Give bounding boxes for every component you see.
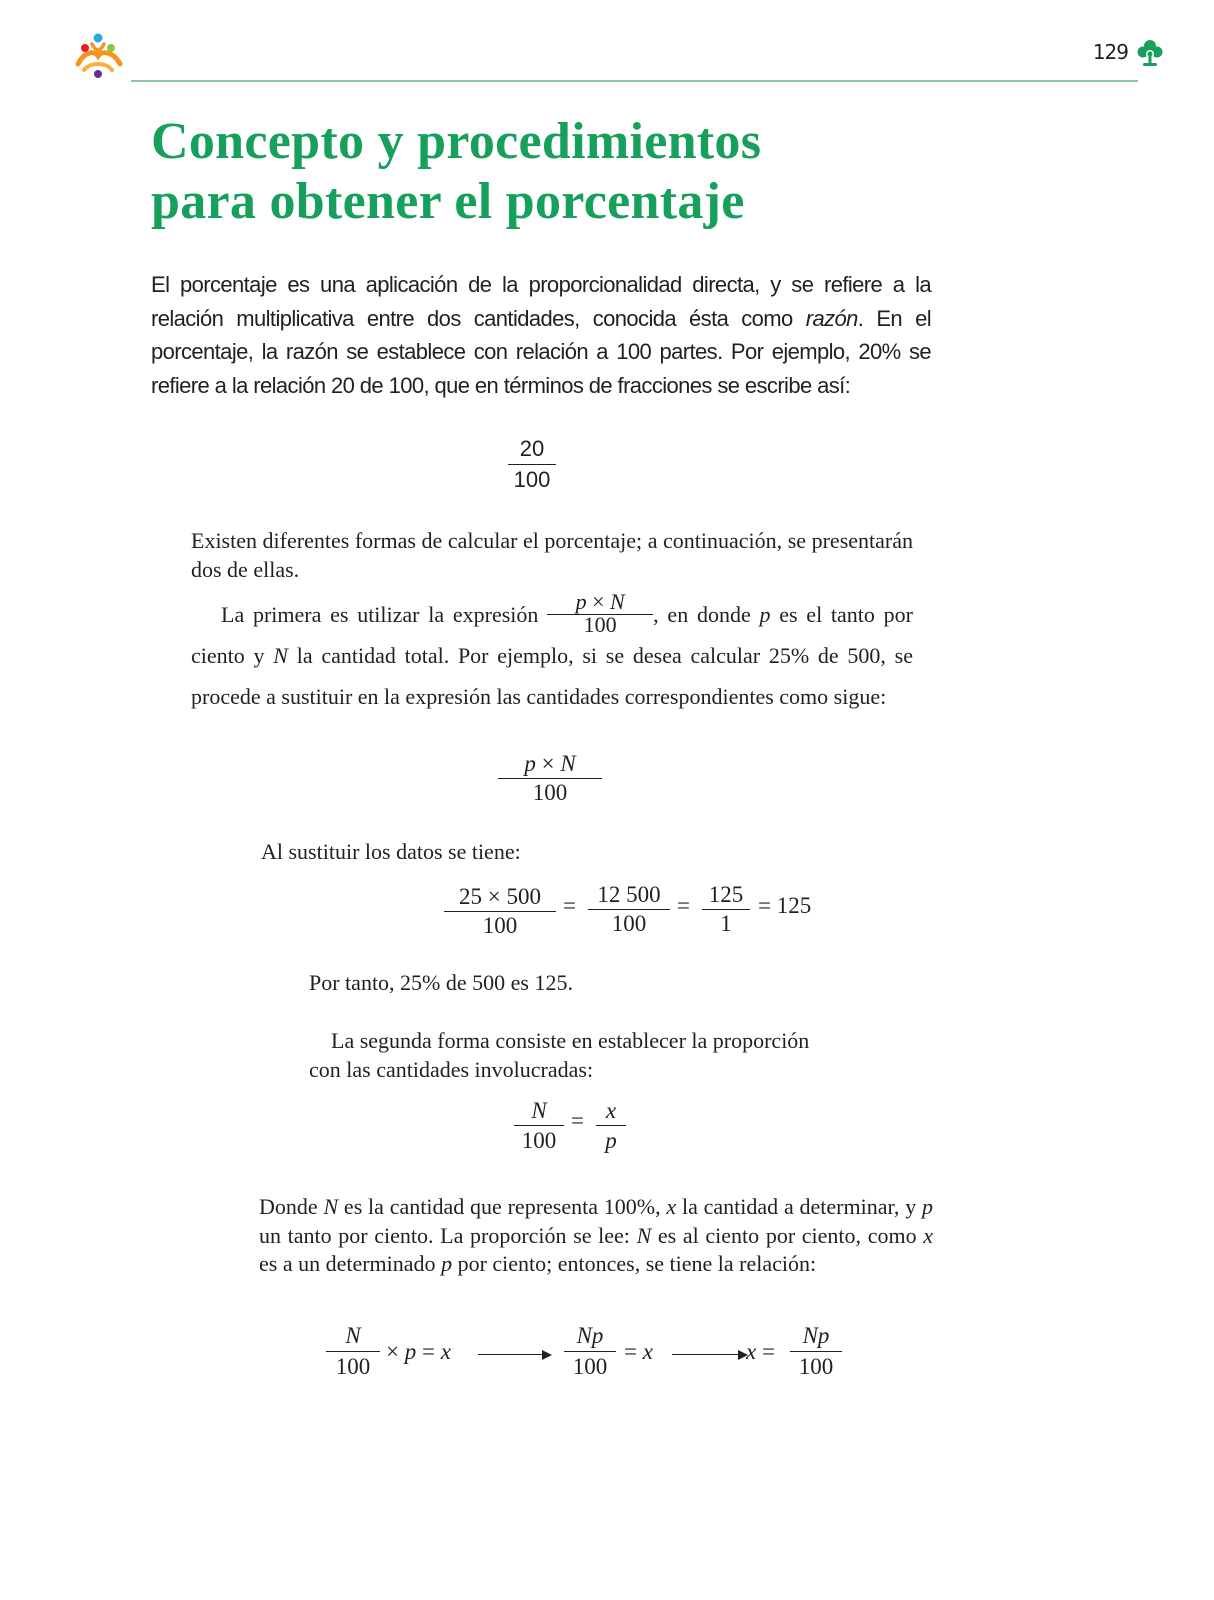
prop-left-num: N [531,1098,547,1123]
expl-t6: es a un determinado [259,1251,442,1276]
fraction-numerator: 20 [519,436,545,461]
rel-a-eq: = [421,1339,435,1364]
expl-x2: x [923,1222,933,1248]
expl-N2: N [636,1222,652,1248]
sub-f1-num: 25 × 500 [459,884,541,909]
sub-f1-den: 100 [482,913,518,938]
header-rule [131,80,1138,82]
prop-eq: = [571,1108,584,1133]
first-method-lead: La primera es utilizar la expresión [221,602,548,627]
page-title [151,112,1051,232]
first-method-mid2: es el tanto por ciento y [191,602,913,668]
expl-p1: p [922,1194,934,1219]
sub-f2-den: 100 [611,911,647,936]
rel-a-x: x [440,1339,451,1364]
green-leaf-icon [1136,38,1164,68]
relation-b-rest [624,1339,653,1365]
rel-b-num: Np [576,1323,604,1348]
rel-c-num: Np [802,1323,830,1348]
expl-t1: Donde [259,1194,324,1219]
rel-b-eq: = [624,1339,637,1364]
first-method-var-N: N [273,643,288,668]
intro-text-1: El porcentaje es una aplicación de la proporcionalidad directa, y se refiere a la relación multiplicativa entre dos cantidades, conocida ésta como [151,272,931,331]
inline-formula [547,589,653,637]
expl-t3: la cantidad a determinar, y [676,1194,923,1219]
rel-c-eq: = [761,1339,775,1364]
fraction-20-100 [508,434,556,495]
title-line-2: para obtener el porcentaje [151,173,745,230]
rel-a-times: × [386,1339,399,1364]
relation-fraction-b [564,1321,616,1382]
inline-N: N [610,589,625,614]
expl-x1: x [666,1194,677,1219]
intro-emphasis: razón [805,305,858,331]
first-method-mid1: , en donde [653,602,760,627]
formula-den: 100 [532,780,568,805]
sub-result: = 125 [758,893,812,918]
expl-N1: N [323,1194,339,1219]
relation-c-lead [746,1339,775,1365]
formula-times: × [541,751,555,776]
fraction-denominator: 100 [513,467,551,492]
relation-a-rest [386,1339,451,1365]
expl-t4: un tanto por ciento. La proporción se lee: [259,1222,637,1248]
sub-f2-num: 12 500 [597,882,661,907]
substitution-fraction-2 [588,881,670,938]
rel-b-x: x [642,1339,653,1364]
first-method-paragraph [191,589,913,717]
rel-c-x: x [746,1339,757,1364]
substitution-fraction-3 [702,881,750,938]
prop-right-num: x [605,1098,617,1123]
sub-f3-den: 1 [720,911,732,936]
prop-right-den: p [605,1128,617,1153]
title-line-1: Concepto y procedimientos [151,113,762,170]
substitution-lead: Al sustituir los datos se tiene: [261,839,521,864]
inline-times: × [586,589,611,614]
expl-t5: es al ciento por ciento, como [651,1222,924,1248]
second-method-paragraph: La segunda forma consiste en establecer la proporción con las cantidades involucradas: [309,1028,810,1082]
arrow-icon [478,1354,550,1355]
sub-eq-1: = [563,893,576,918]
proportion-right [596,1096,626,1155]
expl-t7: por ciento; entonces, se tiene la relación: [452,1251,817,1276]
rel-a-den: 100 [335,1354,371,1379]
rel-a-num: N [345,1323,361,1348]
colorful-figures-logo-icon [70,30,126,86]
inline-den: 100 [583,612,617,637]
first-method-var-p: p [759,602,771,627]
sub-eq-2: = [677,893,690,918]
proportion-left [514,1096,564,1155]
methods-intro-paragraph: Existen diferentes formas de calcular el porcentaje; a continuación, se presentarán dos de ellas. [191,528,913,582]
explanation-paragraph [259,1193,933,1279]
expl-p2: p [441,1251,453,1276]
rel-c-den: 100 [798,1354,834,1379]
formula-N: N [560,751,576,776]
relation-fraction-c [790,1321,842,1382]
formula-display [498,750,602,807]
rel-b-den: 100 [572,1354,608,1379]
rel-a-p: p [404,1339,417,1364]
page-number: 129 [1092,40,1128,64]
first-method-tail: la cantidad total. Por ejemplo, si se desea calcular 25% de 500, se procede a sustituir en la expresión las cantidades correspondientes como sigue: [191,643,913,709]
intro-paragraph [151,268,931,402]
intro-text-2: . En el porcentaje, la razón se establece con relación a 100 partes. Por ejemplo, 20% se refiere a la relación 20 de 100, que en términos de fracciones se escribe así: [151,305,931,398]
inline-p: p [575,589,587,614]
formula-p: p [524,751,536,776]
substitution-fraction-1 [444,883,556,940]
relation-fraction-a [326,1321,380,1382]
prop-left-den: 100 [521,1128,557,1153]
expl-t2: es la cantidad que representa 100%, [338,1194,667,1219]
sub-f3-num: 125 [708,882,744,907]
arrow-icon [672,1354,746,1355]
conclusion-paragraph: Por tanto, 25% de 500 es 125. [309,970,573,995]
